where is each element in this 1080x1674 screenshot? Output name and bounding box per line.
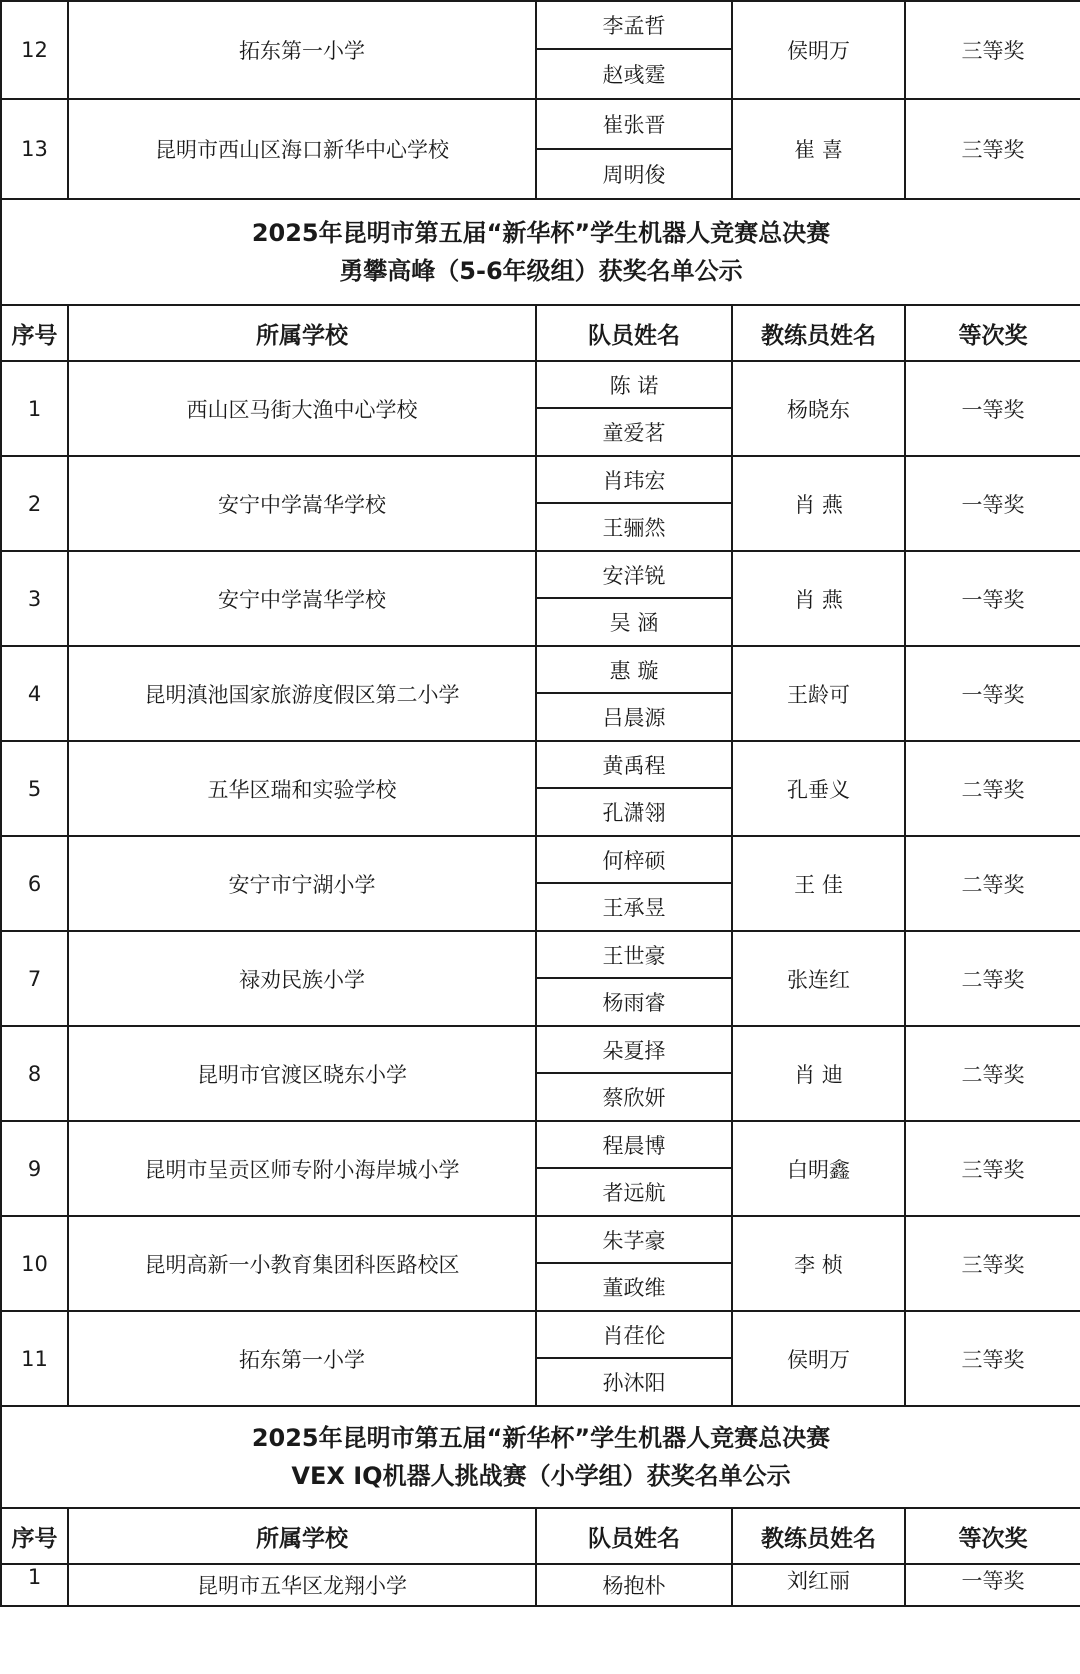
seq-cell: 1 [1,1564,68,1606]
section1-body [1,361,1080,1406]
table-row [1,1564,1080,1606]
table-row [1,1,1080,49]
table-row [1,1121,1080,1168]
header-row [1,1508,1080,1564]
member-cell: 崔张晋 [536,99,732,149]
member-cell: 黄禹程 [536,741,732,788]
coach-cell: 张连红 [732,931,905,1026]
coach-cell: 李 桢 [732,1216,905,1311]
section-title-line1: 2025年昆明市第五届“新华杯”学生机器人竞赛总决赛 [251,1424,831,1452]
member-cell: 陈 诺 [536,361,732,408]
member-cell: 程晨博 [536,1121,732,1168]
member-cell: 吕晨源 [536,693,732,741]
award-cell: 三等奖 [905,1311,1080,1406]
coach-cell: 王 佳 [732,836,905,931]
award-cell: 一等奖 [905,1564,1080,1606]
table-row [1,646,1080,693]
school-cell: 昆明市官渡区晓东小学 [68,1026,536,1121]
member-cell: 赵彧霆 [536,49,732,99]
member-cell: 朵夏择 [536,1026,732,1073]
header-coach: 教练员姓名 [732,1508,905,1564]
header-coach: 教练员姓名 [732,305,905,361]
award-cell: 一等奖 [905,361,1080,456]
coach-cell: 孔垂义 [732,741,905,836]
header-seq: 序号 [1,1508,68,1564]
coach-cell: 白明鑫 [732,1121,905,1216]
member-cell: 杨雨睿 [536,978,732,1026]
table-row [1,836,1080,883]
school-cell: 五华区瑞和实验学校 [68,741,536,836]
seq-cell: 2 [1,456,68,551]
member-cell: 安洋锐 [536,551,732,598]
award-cell: 三等奖 [905,99,1080,199]
seq-cell: 11 [1,1311,68,1406]
member-cell: 孔潇翎 [536,788,732,836]
school-cell: 拓东第一小学 [68,1,536,99]
member-cell: 何梓硕 [536,836,732,883]
section-title-line2: 勇攀高峰（5-6年级组）获奖名单公示 [339,257,743,285]
table-row [1,741,1080,788]
award-cell: 一等奖 [905,456,1080,551]
table-row [1,1026,1080,1073]
seq-cell: 9 [1,1121,68,1216]
award-cell: 二等奖 [905,741,1080,836]
member-cell: 李孟哲 [536,1,732,49]
seq-cell: 5 [1,741,68,836]
seq-cell: 7 [1,931,68,1026]
member-cell: 杨抱朴 [536,1564,732,1606]
award-cell: 一等奖 [905,646,1080,741]
member-cell: 者远航 [536,1168,732,1216]
coach-cell: 杨晓东 [732,361,905,456]
header-school: 所属学校 [68,305,536,361]
table-row [1,551,1080,598]
section-title-row [1,199,1080,305]
school-cell: 西山区马街大渔中心学校 [68,361,536,456]
table-row [1,931,1080,978]
award-cell: 二等奖 [905,836,1080,931]
member-cell: 周明俊 [536,149,732,199]
table-row [1,456,1080,503]
school-cell: 昆明高新一小教育集团科医路校区 [68,1216,536,1311]
school-cell: 安宁中学嵩华学校 [68,456,536,551]
header-school: 所属学校 [68,1508,536,1564]
header-members: 队员姓名 [536,305,732,361]
section-title-line1: 2025年昆明市第五届“新华杯”学生机器人竞赛总决赛 [251,219,831,247]
section-title-line2: VEX IQ机器人挑战赛（小学组）获奖名单公示 [291,1462,791,1490]
school-cell: 安宁市宁湖小学 [68,836,536,931]
school-cell: 昆明市五华区龙翔小学 [68,1564,536,1606]
seq-cell: 12 [1,1,68,99]
seq-cell: 6 [1,836,68,931]
seq-cell: 10 [1,1216,68,1311]
section-title-row [1,1406,1080,1508]
school-cell: 禄劝民族小学 [68,931,536,1026]
award-cell: 三等奖 [905,1121,1080,1216]
member-cell: 肖荏伦 [536,1311,732,1358]
table-row [1,1216,1080,1263]
section-title [1,199,1080,305]
school-cell: 昆明滇池国家旅游度假区第二小学 [68,646,536,741]
award-cell: 二等奖 [905,931,1080,1026]
school-cell: 昆明市西山区海口新华中心学校 [68,99,536,199]
award-cell: 二等奖 [905,1026,1080,1121]
table-row [1,361,1080,408]
school-cell: 昆明市呈贡区师专附小海岸城小学 [68,1121,536,1216]
coach-cell: 肖 迪 [732,1026,905,1121]
coach-cell: 侯明万 [732,1,905,99]
school-cell: 安宁中学嵩华学校 [68,551,536,646]
header-award: 等次奖 [905,305,1080,361]
table-row [1,1311,1080,1358]
member-cell: 王骊然 [536,503,732,551]
header-award: 等次奖 [905,1508,1080,1564]
seq-cell: 8 [1,1026,68,1121]
coach-cell: 肖 燕 [732,456,905,551]
coach-cell: 肖 燕 [732,551,905,646]
member-cell: 童爱茗 [536,408,732,456]
header-row [1,305,1080,361]
coach-cell: 崔 喜 [732,99,905,199]
member-cell: 孙沐阳 [536,1358,732,1406]
header-seq: 序号 [1,305,68,361]
coach-cell: 刘红丽 [732,1564,905,1606]
member-cell: 王承昱 [536,883,732,931]
member-cell: 肖玮宏 [536,456,732,503]
award-cell: 三等奖 [905,1216,1080,1311]
seq-cell: 13 [1,99,68,199]
header-members: 队员姓名 [536,1508,732,1564]
section-title [1,1406,1080,1508]
table-row [1,99,1080,149]
award-cell: 三等奖 [905,1,1080,99]
member-cell: 吴 涵 [536,598,732,646]
member-cell: 董政维 [536,1263,732,1311]
award-cell: 一等奖 [905,551,1080,646]
seq-cell: 4 [1,646,68,741]
seq-cell: 1 [1,361,68,456]
member-cell: 朱芓豪 [536,1216,732,1263]
school-cell: 拓东第一小学 [68,1311,536,1406]
coach-cell: 王龄可 [732,646,905,741]
seq-cell: 3 [1,551,68,646]
coach-cell: 侯明万 [732,1311,905,1406]
member-cell: 蔡欣妍 [536,1073,732,1121]
member-cell: 惠 璇 [536,646,732,693]
member-cell: 王世豪 [536,931,732,978]
